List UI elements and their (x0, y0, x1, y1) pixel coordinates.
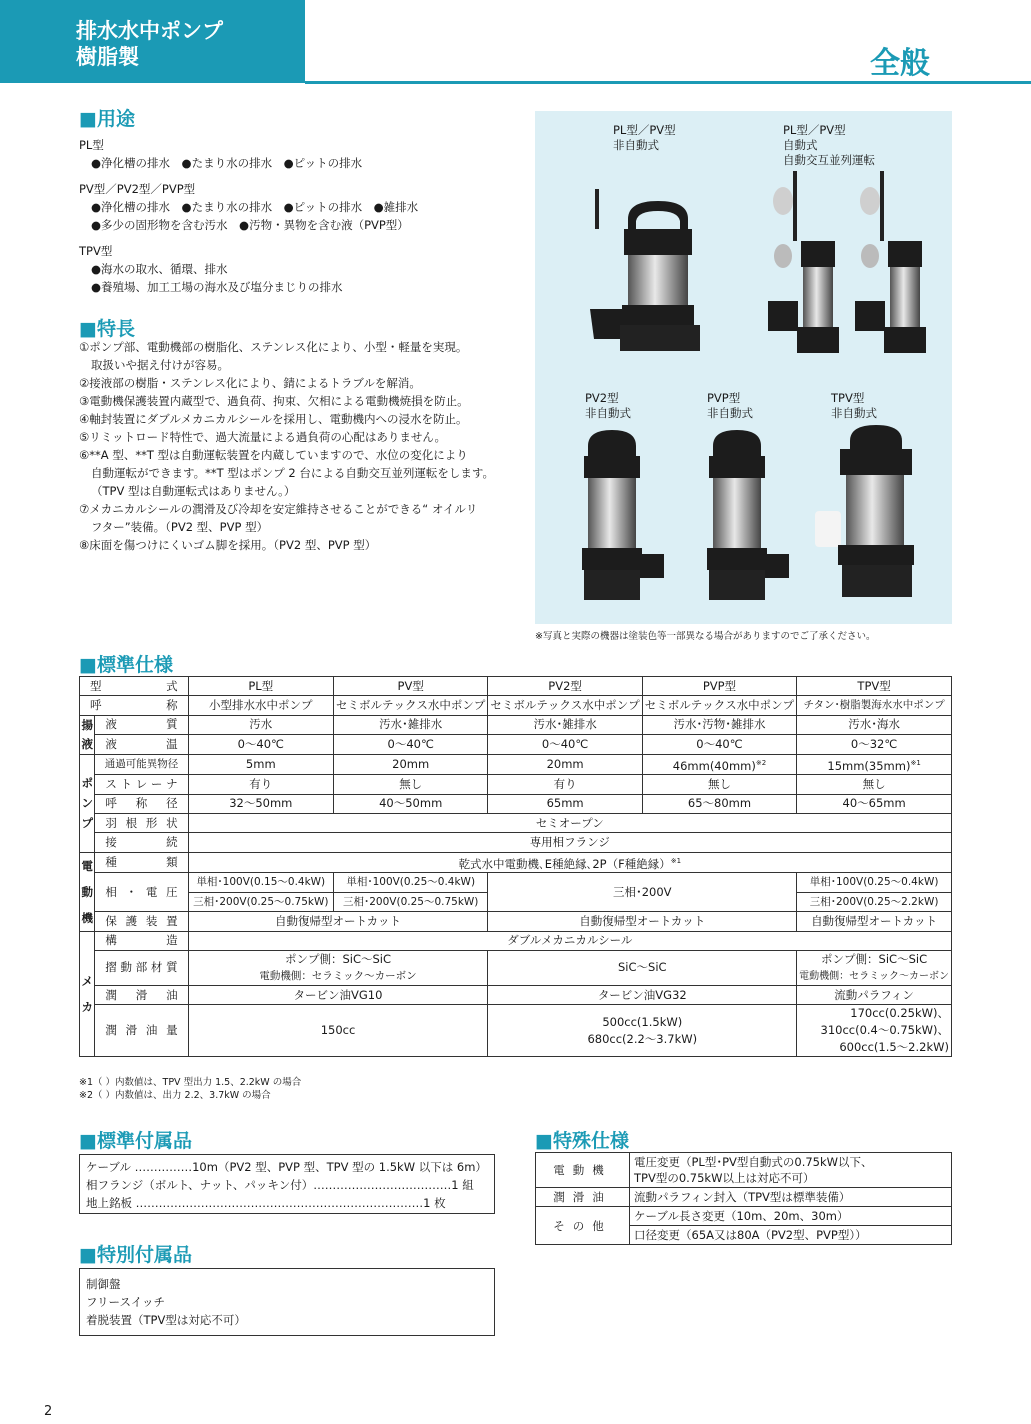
spec-cell: PV2型 (488, 677, 642, 696)
special-acc-line: 着脱装置（TPV型は対応不可） (86, 1313, 246, 1327)
photo-label-line: 非自動式 (613, 138, 659, 152)
spec-cell: 40～65mm (797, 794, 952, 813)
table-row (80, 814, 952, 833)
spec-cell: 32～50mm (188, 794, 333, 813)
photo-label-line: 非自動式 (707, 406, 753, 420)
spec-cell: 有り (488, 775, 642, 794)
special-spec-table (535, 1152, 952, 1245)
spec-cell: タービン油VG32 (488, 985, 797, 1004)
spec-cell (797, 754, 952, 775)
spec-cell: 0～32℃ (797, 735, 952, 755)
usage-line: ●海水の取水、循環、排水 (91, 262, 228, 276)
spec-cell: ダブルメカニカルシール (188, 931, 951, 950)
spec-value: 600cc(1.5～2.2kW) (839, 1040, 949, 1055)
spec-key: 羽根形状 (95, 814, 188, 833)
header-title: 排水水中ポンプ (76, 19, 223, 43)
page-number: 2 (44, 1404, 53, 1419)
spec-cell: 0～40℃ (334, 735, 488, 755)
pump-image-pl (590, 189, 710, 359)
special-cell (630, 1153, 952, 1188)
spec-notes (79, 1076, 301, 1102)
feature-line: ②接液部の樹脂・ステンレス化により、錆によるトラブルを解消。 (79, 376, 421, 390)
spec-key: 潤滑油量 (95, 1005, 188, 1057)
photo-label-line: 非自動式 (831, 406, 877, 420)
usage-model: TPV型 (79, 244, 113, 258)
table-row (536, 1188, 952, 1207)
feature-line: ⑤リミットロード特性で、過大流量による過負荷の心配はありません。 (79, 430, 447, 444)
spec-value: 170cc(0.25kW)、 (850, 1006, 949, 1021)
special-spec-heading: ■特殊仕様 (535, 1130, 629, 1152)
feature-line: 取扱いや据え付けが容易。 (91, 358, 229, 372)
spec-cell: 汚水･雑排水 (488, 715, 642, 735)
spec-key: 通過可能異物径 (95, 754, 188, 775)
spec-cell (797, 1005, 952, 1057)
table-row (80, 775, 952, 794)
spec-cell (188, 852, 951, 873)
spec-cell: 5mm (188, 754, 333, 775)
table-row (80, 912, 952, 931)
accessories-box (79, 1154, 495, 1214)
spec-key: 液 温 (95, 735, 188, 755)
footnote-mark: ※1 (910, 758, 921, 767)
usage-line: ●浄化槽の排水 ●たまり水の排水 ●ピットの排水 (91, 156, 363, 170)
feature-line: （TPV 型は自動運転式はありません。） (91, 484, 296, 498)
photo-label-pl-pv-auto (783, 123, 875, 168)
spec-cell: 単相･100V(0.15～0.4kW) (188, 873, 333, 893)
feature-line: ④軸封装置にダブルメカニカルシールを採用し、電動機内への浸水を防止。 (79, 412, 468, 426)
spec-group-mech: メカ (80, 931, 95, 1057)
photo-label-pl-pv (613, 123, 676, 153)
photo-label-tpv (831, 391, 877, 421)
spec-key: 保護装置 (95, 912, 188, 931)
spec-note: ※2（ ）内数値は、出力 2.2、3.7kW の場合 (79, 1090, 271, 1101)
spec-group-pump: ポンプ (80, 754, 95, 852)
special-acc-line: 制御盤 (86, 1277, 121, 1291)
table-row (80, 696, 952, 715)
spec-cell: 自動復帰型オートカット (797, 912, 952, 931)
pump-image-pl-auto-1 (763, 171, 853, 361)
spec-cell: 汚水･汚物･雑排水 (642, 715, 796, 735)
photo-label-line: PL型／PV型 (613, 123, 676, 137)
spec-cell: セミボルテックス水中ポンプ (488, 696, 642, 715)
spec-cell: PV型 (334, 677, 488, 696)
spec-value: 500cc(1.5kW) (602, 1014, 683, 1029)
spec-note: ※1（ ）内数値は、TPV 型出力 1.5、2.2kW の場合 (79, 1077, 302, 1088)
spec-key: 摺動部材質 (95, 950, 188, 985)
feature-line: 自動運転ができます。**T 型はポンプ 2 台による自動交互並列運転をします。 (91, 466, 494, 480)
feature-line: ③電動機保護装置内蔵型で、過負荷、拘束、欠相による電動機焼損を防止。 (79, 394, 469, 408)
spec-key: 呼 称 (80, 696, 189, 715)
photo-label-line: PVP型 (707, 391, 741, 405)
spec-cell: 流動パラフィン (797, 985, 952, 1004)
table-row (80, 1005, 952, 1057)
spec-cell (797, 950, 952, 985)
special-cell: ケーブル長さ変更（10m、20m、30m） (630, 1207, 952, 1226)
special-cell: 流動パラフィン封入（TPV型は標準装備） (630, 1188, 952, 1207)
special-acc-line: フリースイッチ (86, 1295, 166, 1309)
pump-image-pvp (685, 426, 795, 606)
photo-label-pvp (707, 391, 753, 421)
table-row (536, 1207, 952, 1226)
spec-cell: 無し (642, 775, 796, 794)
spec-cell: 自動復帰型オートカット (188, 912, 488, 931)
spec-cell: 三相･200V(0.25～2.2kW) (797, 893, 952, 912)
spec-value: 680cc(2.2～3.7kW) (587, 1031, 698, 1046)
pump-image-tpv (810, 421, 940, 611)
spec-cell: PL型 (188, 677, 333, 696)
accessory-line: ケーブル ……………10m（PV2 型、PVP 型、TPV 型の 1.5kW 以下は 6m） (86, 1160, 487, 1174)
table-row (80, 715, 952, 735)
spec-cell (488, 1005, 797, 1057)
table-row (80, 985, 952, 1004)
usage-model: PV型／PV2型／PVP型 (79, 182, 196, 196)
pump-image-pl-auto-2 (850, 171, 940, 361)
table-row (80, 754, 952, 775)
spec-value: 15mm(35mm) (827, 758, 911, 773)
special-acc-box (79, 1268, 495, 1336)
feature-line: ①ポンプ部、電動機部の樹脂化、ステンレス化により、小型・軽量を実現。 (79, 340, 468, 354)
table-row (80, 852, 952, 873)
spec-value: 電動機側：セラミック～カーボン (259, 969, 417, 982)
spec-value: 乾式水中電動機､E種絶縁､2P（F種絶縁） (458, 856, 671, 871)
usage-line: ●浄化槽の排水 ●たまり水の排水 ●ピットの排水 ●雑排水 (91, 200, 419, 214)
spec-table (79, 676, 952, 1057)
feature-line: フター”装備。（PV2 型、PVP 型） (91, 520, 269, 534)
spec-cell: 自動復帰型オートカット (488, 912, 797, 931)
footnote-mark: ※1 (670, 856, 682, 865)
spec-cell: チタン･樹脂製海水水中ポンプ (797, 696, 952, 715)
spec-cell: 20mm (334, 754, 488, 775)
spec-cell: 0～40℃ (188, 735, 333, 755)
spec-group-motor: 電動機 (80, 852, 95, 931)
usage-section (79, 136, 519, 296)
spec-value: 電動機側：セラミック～カーボン (799, 970, 949, 982)
table-row (80, 833, 952, 852)
photo-label-line: 自動式 (783, 138, 818, 152)
spec-cell: セミオープン (188, 814, 951, 833)
photo-label-line: PV2型 (585, 391, 619, 405)
usage-line: ●多少の固形物を含む汚水 ●汚物・異物を含む液（PVP型） (91, 218, 409, 232)
footnote-mark: ※2 (755, 758, 767, 767)
spec-value: 46mm(40mm) (672, 758, 756, 773)
spec-cell: 汚水 (188, 715, 333, 735)
spec-key: 接 続 (95, 833, 188, 852)
special-value: TPV型の0.75kW以上は対応不可） (634, 1171, 815, 1185)
spec-value: 310cc(0.4～0.75kW)、 (820, 1023, 949, 1038)
photo-label-line: PL型／PV型 (783, 123, 846, 137)
spec-cell: 三相･200V(0.25～0.75kW) (334, 893, 488, 912)
spec-key: 潤 滑 油 (95, 985, 188, 1004)
spec-cell (642, 754, 796, 775)
spec-key: 液 質 (95, 715, 188, 735)
accessories-heading: ■標準付属品 (79, 1130, 192, 1152)
spec-value: ポンプ側：SiC～SiC (821, 951, 928, 966)
features-heading: ■特長 (79, 318, 135, 340)
usage-model: PL型 (79, 138, 104, 152)
feature-line: ⑦メカニカルシールの潤滑及び冷却を安定維持させることができる“ オイルリ (79, 502, 478, 516)
spec-cell: TPV型 (797, 677, 952, 696)
spec-key: ストレーナ (95, 775, 188, 794)
special-key: 潤滑油 (536, 1188, 630, 1207)
spec-cell: 0～40℃ (642, 735, 796, 755)
accessory-line: 地上銘板 …………………………………………………………………1 枚 (86, 1196, 446, 1210)
spec-cell: 20mm (488, 754, 642, 775)
table-row (80, 794, 952, 813)
spec-key: 呼 称 径 (95, 794, 188, 813)
spec-cell: 単相･100V(0.25～0.4kW) (797, 873, 952, 893)
spec-cell: タービン油VG10 (188, 985, 488, 1004)
spec-cell: 三相･200V(0.25～0.75kW) (188, 893, 333, 912)
spec-cell: SiC～SiC (488, 950, 797, 985)
special-key: その他 (536, 1207, 630, 1245)
special-value: 電圧変更（PL型･PV型自動式の0.75kW以下、 (634, 1155, 873, 1169)
feature-line: ⑥**A 型、**T 型は自動運転装置を内蔵していますので、水位の変化により (79, 448, 468, 462)
spec-cell: 40～50mm (334, 794, 488, 813)
spec-cell: PVP型 (642, 677, 796, 696)
special-cell: 口径変更（65A又は80A（PV2型、PVP型）） (630, 1226, 952, 1245)
spec-value: ポンプ側：SiC～SiC (284, 951, 392, 966)
table-row (80, 677, 952, 696)
spec-cell: 無し (334, 775, 488, 794)
spec-cell: 三相･200V (488, 873, 797, 912)
pump-image-pv2 (560, 426, 670, 606)
photo-label-line: 自動交互並列運転 (783, 153, 875, 167)
spec-cell: 0～40℃ (488, 735, 642, 755)
spec-cell: 汚水･海水 (797, 715, 952, 735)
photo-label-line: TPV型 (831, 391, 865, 405)
spec-cell: 汚水･雑排水 (334, 715, 488, 735)
features-list (79, 338, 529, 554)
spec-cell: 専用相フランジ (188, 833, 951, 852)
spec-cell: 小型排水水中ポンプ (188, 696, 333, 715)
table-row (80, 873, 952, 893)
table-row (80, 735, 952, 755)
usage-line: ●養殖場、加工工場の海水及び塩分まじりの排水 (91, 280, 343, 294)
accessory-line: 相フランジ（ボルト、ナット、パッキン付）………………………………1 組 (86, 1178, 474, 1192)
spec-key: 構 造 (95, 931, 188, 950)
category-label: 全般 (870, 46, 930, 81)
spec-cell: セミボルテックス水中ポンプ (642, 696, 796, 715)
photo-note: ※写真と実際の機器は塗装色等一部異なる場合がありますのでご了承ください。 (535, 631, 876, 642)
spec-cell: 65mm (488, 794, 642, 813)
special-key: 電動機 (536, 1153, 630, 1188)
spec-key: 型 式 (80, 677, 189, 696)
spec-cell: セミボルテックス水中ポンプ (334, 696, 488, 715)
spec-cell: 150cc (188, 1005, 488, 1057)
spec-cell: 65～80mm (642, 794, 796, 813)
spec-group-liquid: 揚液 (80, 715, 95, 754)
product-photo-panel (535, 111, 952, 624)
table-row (80, 950, 952, 985)
special-acc-heading: ■特別付属品 (79, 1244, 192, 1266)
spec-key: 種 類 (95, 852, 188, 873)
table-row (80, 931, 952, 950)
photo-label-pv2 (585, 391, 631, 421)
spec-cell: 無し (797, 775, 952, 794)
header-band (0, 0, 305, 83)
usage-heading: ■用途 (79, 108, 135, 130)
spec-cell: 単相･100V(0.25～0.4kW) (334, 873, 488, 893)
spec-cell (188, 950, 488, 985)
spec-key: 相・電圧 (95, 873, 188, 912)
feature-line: ⑧床面を傷つけにくいゴム脚を採用。（PV2 型、PVP 型） (79, 538, 377, 552)
spec-cell: 有り (188, 775, 333, 794)
table-row (536, 1153, 952, 1188)
photo-label-line: 非自動式 (585, 406, 631, 420)
spec-heading: ■標準仕様 (79, 654, 173, 676)
header-subtitle: 樹脂製 (76, 45, 139, 69)
